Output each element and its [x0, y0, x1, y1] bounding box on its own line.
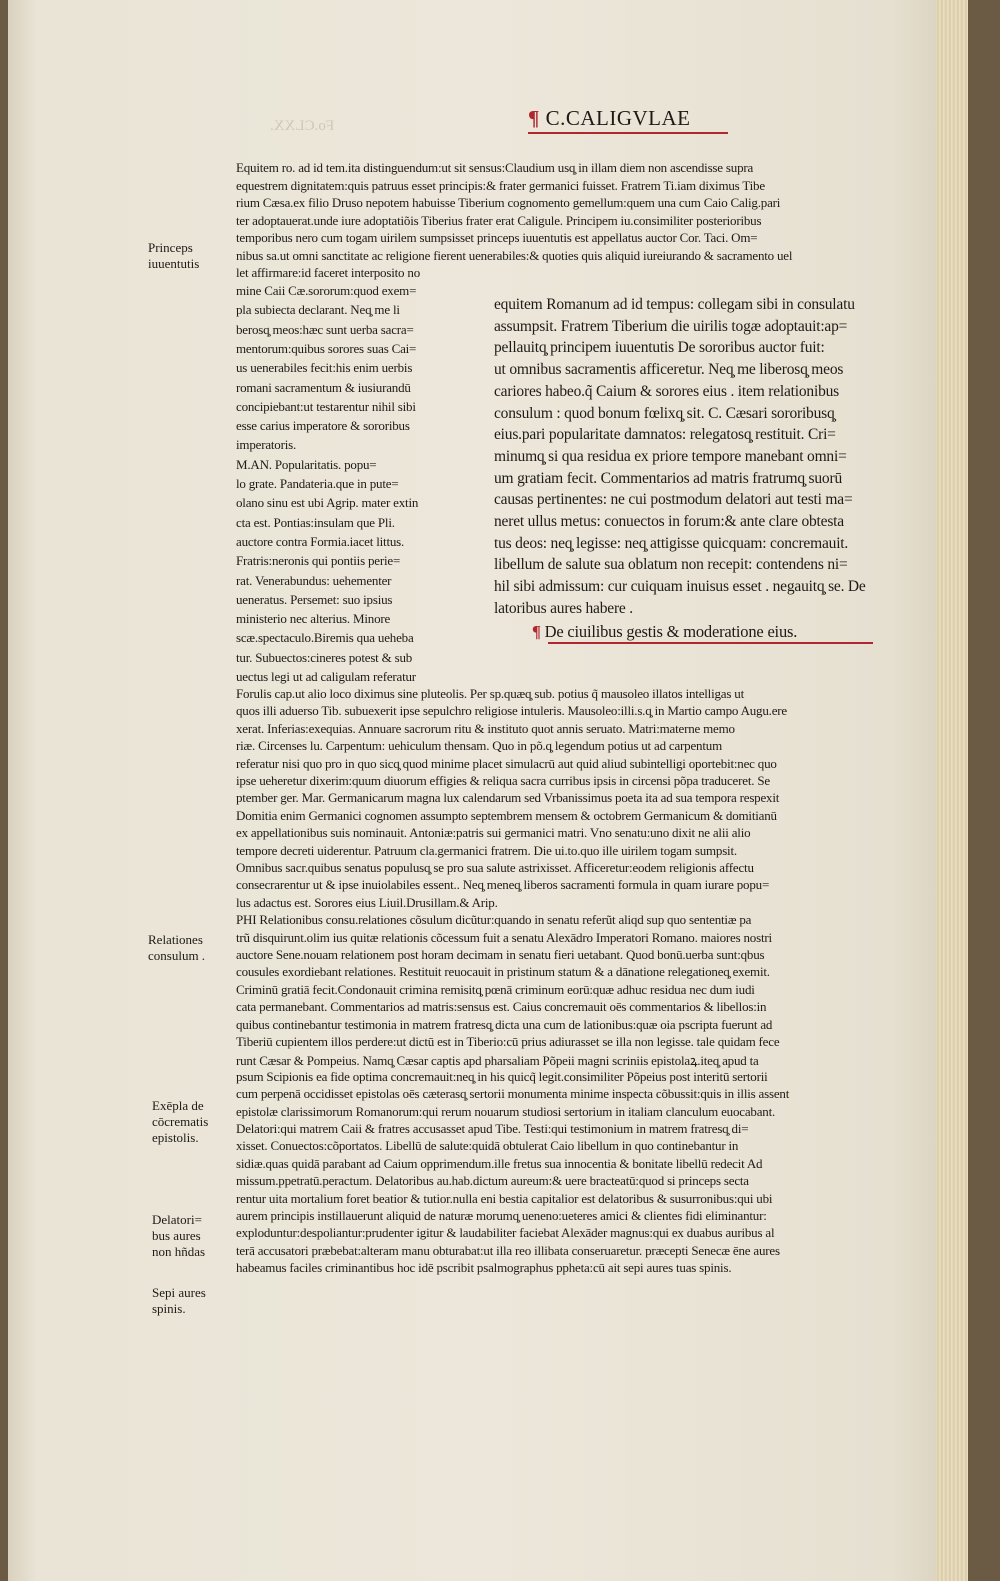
commentary-left-line: mine Caii Cæ.sororum:quod exem= — [236, 283, 417, 298]
commentary-top-line: rium Cæsa.ex filio Druso nepotem habuisse Tiberium cognomento gemellum:quem una cum Caio Calig.pari — [236, 195, 781, 210]
commentary-left-line: uectus legi ut ad caligulam referatur — [236, 669, 416, 684]
header-pilcrow: ¶ — [528, 106, 540, 130]
commentary-bottom-line: terā accusatori præbebat:alteram manu obturabat:ut illa reo illibata conseruaretur. præcepti Senecæ ēne aures — [236, 1242, 780, 1258]
commentary-top-line: ter adoptauerat.unde iure adoptatiõis Tiberius frater erat Caligule. Principem iu.consimiliter posterioribus — [236, 212, 762, 228]
commentary-left-line: concipiebant:ut testarentur nihil sibi — [236, 398, 416, 414]
commentary-bottom-line: ex appellationibus suis nominauit. Antoniæ:patris sui germanici matri. Vno senatu:uno dixit ne alii alio — [236, 825, 751, 841]
main-text-line: latoribus aures habere . — [494, 599, 633, 617]
commentary-left-line: Fratris:neronis qui pontiis perie= — [236, 553, 401, 569]
commentary-bottom-line: trũ disquirunt.olim ius quitæ relationis cõcessum fuit a senatu Alexādro Imperatori Romano. maiores nostri — [236, 929, 772, 945]
commentary-top-line: Equitem ro. ad id tem.ita distinguendum:ut sit sensus:Claudium usq̧ in illam diem non ascendisse supra — [236, 160, 754, 175]
commentary-bottom-line: Forulis cap.ut alio loco diximus sine pluteolis. Per sp.quæq̧ sub. potius q̃ mausoleo illatos intelligas ut — [236, 686, 745, 701]
main-text-line: eius.pari popularitate damnatos: relegatosq̧ restituit. Cri= — [494, 426, 836, 444]
margin-note-line: epistolis. — [152, 1130, 199, 1145]
margin-note-line: Exēpla de — [152, 1098, 204, 1113]
commentary-left-line: rat. Venerabundus: uehementer — [236, 572, 392, 588]
margin-note-line: non hñdas — [152, 1244, 206, 1259]
subheading-pilcrow: ¶ — [532, 622, 541, 641]
main-text-line: cariores habeo.q̃ Caium & sorores eius . item relationibus — [494, 382, 840, 400]
main-text-line: um gratiam fecit. Commentarios ad matris fratrumq̧ suorū — [494, 469, 842, 487]
commentary-bottom-line: PHI Relationibus consu.relationes cõsulum dicũtur:quando in senatu referũt aliqd sup quo sententiæ pa — [236, 912, 752, 928]
commentary-bottom-line: rentur uita mortalium foret beatior & tutior.nulla eni bestia capitalior est delatoribus & susurronibus:qui ubi — [236, 1190, 773, 1206]
commentary-left-line: olano sinu est ubi Agrip. mater extin — [236, 495, 419, 511]
subheading-text: De ciuilibus gestis & moderatione eius. — [544, 622, 798, 641]
margin-note-line: Relationes — [148, 932, 203, 947]
commentary-bottom-line: xisset. Conuectos:cõportatos. Libellū de salute:quidā obtulerat Caio libellum in quo continebantur in — [236, 1138, 739, 1154]
commentary-bottom-line: cata permanebant. Commentarios ad matris:sensus est. Caius concremauit oēs commentarios & libellos:in — [236, 999, 767, 1015]
commentary-bottom-line: ipse ueheretur dixerim:quum diuorum effigies & reliqua sacra curribus ipsis in circensi põpa traduceret. Se — [236, 773, 770, 788]
margin-note-exempla — [152, 1098, 208, 1146]
commentary-left-line: tur. Subuectos:cineres potest & sub — [236, 649, 413, 665]
main-text-line: minumq̧ si qua residua ex priore tempore manebant omni= — [494, 447, 847, 465]
commentary-bottom-line: Delatori:qui matrem Caii & fratres accusasset apud Tibe. Testi:qui testimonium in matrem fratresq̧ di= — [236, 1121, 749, 1136]
commentary-left-line: scæ.spectaculo.Biremis qua ueheba — [236, 630, 414, 646]
commentary-bottom-line: exploduntur:despoliantur:prudenter igitur & laudabiliter faciebat Alexāder magnus:qui ex duabus auribus al — [236, 1225, 775, 1241]
book-page — [8, 0, 968, 1581]
main-text-line: consulum : quod bonum fœlixq̧ sit. C. Cæsari sororibusq̧ — [494, 404, 835, 422]
running-head — [528, 106, 691, 131]
margin-note-line: spinis. — [152, 1301, 186, 1316]
running-head-title: C.CALIGVLAE — [545, 106, 691, 130]
main-text-line: ut omnibus sacramentis afficeretur. Neq̧ me liberosq̧ meos — [494, 361, 844, 379]
commentary-bottom-line: tempore decreti uiderentur. Patruum cla.germanici fratrem. Die ui.to.quo ille uirilem togam sumpsit. — [236, 842, 737, 858]
commentary-left-line: ministerio nec alterius. Minore — [236, 611, 391, 627]
commentary-left-line: mentorum:quibus sorores suas Cai= — [236, 340, 417, 356]
commentary-left-line: pla subiecta declarant. Neq̧ me li — [236, 302, 400, 318]
commentary-bottom-line: aurem principis instillauerunt aliquid de naturæ morumq̧ ueneno:ueteres amici & clientes fidi eliminantur: — [236, 1208, 767, 1223]
margin-note-line: bus aures — [152, 1228, 201, 1243]
margin-note-relationes — [148, 932, 205, 964]
subheading-underline — [548, 642, 873, 644]
margin-note-sepi — [152, 1285, 206, 1317]
margin-note-line: consulum . — [148, 948, 206, 963]
commentary-left-line: esse carius imperatore & sororibus — [236, 418, 410, 434]
commentary-top-line: nibus sa.ut omni sanctitate ac religione fierent uenerabiles:& quoties quis aliquid iureiurando & sacramento uel — [236, 247, 793, 263]
commentary-bottom-line: runt Cæsar & Pompeius. Namq̧ Cæsar captis apd pharsaliam Põpeii magni scriniis epistolaꝝ.iteq̧ apud ta — [236, 1053, 759, 1069]
commentary-bottom-line: lus adactus est. Sorores eius Liuil.Drusillam.& Arip. — [236, 894, 498, 910]
commentary-left-line: cta est. Pontias:insulam que Pli. — [236, 514, 395, 530]
commentary-bottom-line: Omnibus sacr.quibus senatus populusq̧ se pro sua salute astrixisset. Afficeretur:eodem religionis affectu — [236, 860, 754, 875]
section-subheading — [532, 622, 797, 642]
commentary-left-line: berosq̧ meos:hæc sunt uerba sacra= — [236, 321, 414, 337]
commentary-bottom-line: consecrarentur ut & ipse inuiolabiles essent.. Neq̧ meneq̧ liberos sacramenti formula in quam iurare popu= — [236, 877, 770, 893]
commentary-top-line: temporibus nero cum togam uirilem sumpsisset princeps iuuentutis est appellatus auctor Cor. Taci. Om= — [236, 230, 758, 245]
margin-note-line: Princeps — [148, 240, 193, 255]
margin-note-line: Sepi aures — [152, 1285, 206, 1300]
commentary-bottom-line: cousules exordiebant relationes. Restituit reuocauit in pristinum statum & a dānatione relegationeq̧ exemit. — [236, 964, 770, 980]
main-text-line: causas pertinentes: ne cui postmodum delatori aut testi ma= — [494, 491, 853, 509]
commentary-bottom-line: auctore Sene.nouam relationem post horam decimam in senatu fieri uetabant. Quod bonū.uerba sunt:qbus — [236, 947, 765, 962]
commentary-left-line: M.AN. Popularitatis. popu= — [236, 456, 377, 472]
commentary-bottom-line: epistolæ clarissimorum Romanorum:qui rerum nouarum studiosi sertorium in italiam clanculum euocabant. — [236, 1103, 776, 1119]
main-text-line: hil sibi admissum: cur cuiquam inuisus esset . negauitq̧ se. De — [494, 578, 866, 596]
main-text-line: pellauitq̧ principem iuuentutis De sororibus auctor fuit: — [494, 339, 825, 357]
margin-note-princeps — [148, 240, 199, 272]
commentary-bottom-line: psum Scipionis ea fide optima concremauit:neq̧ in his quicq̃ legit.consimiliter Põpeius post interitū sertorii — [236, 1068, 768, 1084]
main-text-line: assumpsit. Fratrem Tiberium die uirilis togæ adoptauit:ap= — [494, 317, 848, 335]
margin-note-line: Delatori= — [152, 1212, 202, 1227]
commentary-left-line: auctore contra Formia.iacet littus. — [236, 533, 405, 549]
commentary-top-line: let affirmare:id faceret interposito no — [236, 265, 420, 280]
commentary-bottom-line: xerat. Inferias:exequias. Annuare sacrorum ritu & instituto quot annis seruato. Matri:materne memo — [236, 720, 735, 736]
margin-note-delatoribus — [152, 1212, 205, 1260]
main-text-line: neret ullus metus: conuectos in forum:& ante clare obtesta — [494, 513, 844, 530]
margin-note-line: cōcrematis — [152, 1114, 209, 1129]
commentary-bottom-line: Domitia enim Germanici cognomen assumpto septembrem mensem & octobrem Germanicum & domitianū — [236, 807, 777, 823]
commentary-bottom-line: sidiæ.quas quidā parabant ad Caium opprimendum.ille fretus sua innocentia & bonitate libellū redecit Ad — [236, 1155, 763, 1171]
commentary-left-line: us uenerabiles fecit:his enim uerbis — [236, 360, 413, 376]
commentary-bottom-line: referatur nisi quo pro in quo sicq̧ quod minime placet simulacrū aut quid aliud subintelligi oportebit:nec quo — [236, 755, 777, 771]
commentary-bottom-line: riæ. Circenses lu. Carpentum: uehiculum thensam. Quo in põ.q̧ legendum potius ut ad carpentum — [236, 738, 722, 754]
commentary-bottom-line: quibus continebantur testimonia in matrem fratresq̧ dicta una cum de lationibus:quæ oia pscripta fuerunt ad — [236, 1016, 773, 1032]
margin-note-line: iuuentutis — [148, 256, 200, 271]
commentary-bottom-line: missum.ppetratū.peractum. Delatoribus au.hab.dictum aureum:& uere bracteatū:quod si princeps secta — [236, 1173, 749, 1189]
commentary-left-line: imperatoris. — [236, 437, 297, 453]
commentary-bottom-line: cum perpenā occidisset epistolas oēs cæterasq̧ sertorii monumenta minime inspecta cõbussit:quis in illis assent — [236, 1086, 790, 1102]
bleed-through-folio: Fo.CLXX. — [270, 118, 335, 134]
main-text-line: libellum de salute sua oblatum non recepit: contendens ni= — [494, 556, 848, 574]
commentary-bottom-line: Tiberiū cupientem illos perdere:ut dictū est in Tiberio:cū prius adiurasset se illa non legisse. tale quidam fece — [236, 1034, 780, 1049]
main-text-line: tus deos: neq̧ legisse: neq̧ attigisse quicquam: concremauit. — [494, 534, 849, 552]
main-text-line: equitem Romanum ad id tempus: collegam sibi in consulatu — [494, 296, 855, 313]
commentary-left-line: romani sacramentum & iusiurandū — [236, 379, 411, 395]
commentary-bottom-line: quos illi aduerso Tib. subuexerit ipse sepulchro religiose intuleris. Mausoleo:illi.s.q̧ in Martio campo Augu.ere — [236, 703, 787, 719]
commentary-left-line: lo grate. Pandateria.que in pute= — [236, 476, 399, 491]
commentary-bottom-line: habeamus faciles criminantibus hoc idē pscribit psalmographus ppheta:cū ait sepi aures tuas spinis. — [236, 1260, 732, 1276]
commentary-bottom-line: ptember ger. Mar. Germanicarum magna lux calendarum sed Vrbanissimus poeta ita ad sua tempora respexit — [236, 790, 780, 806]
commentary-left-line: ueneratus. Persemet: suo ipsius — [236, 591, 393, 607]
running-head-underline — [528, 132, 728, 134]
page-edge-stack — [936, 0, 968, 1581]
commentary-bottom-line: Criminū gratiā fecit.Condonauit crimina remisitq̧ pœnā criminum eorū:quæ adhuc residua nec dum iudi — [236, 981, 755, 997]
commentary-top-line: equestrem dignitatem:quis patruus esset principis:& frater germanici fuisset. Fratrem Ti.iam diximus Tibe — [236, 177, 765, 193]
